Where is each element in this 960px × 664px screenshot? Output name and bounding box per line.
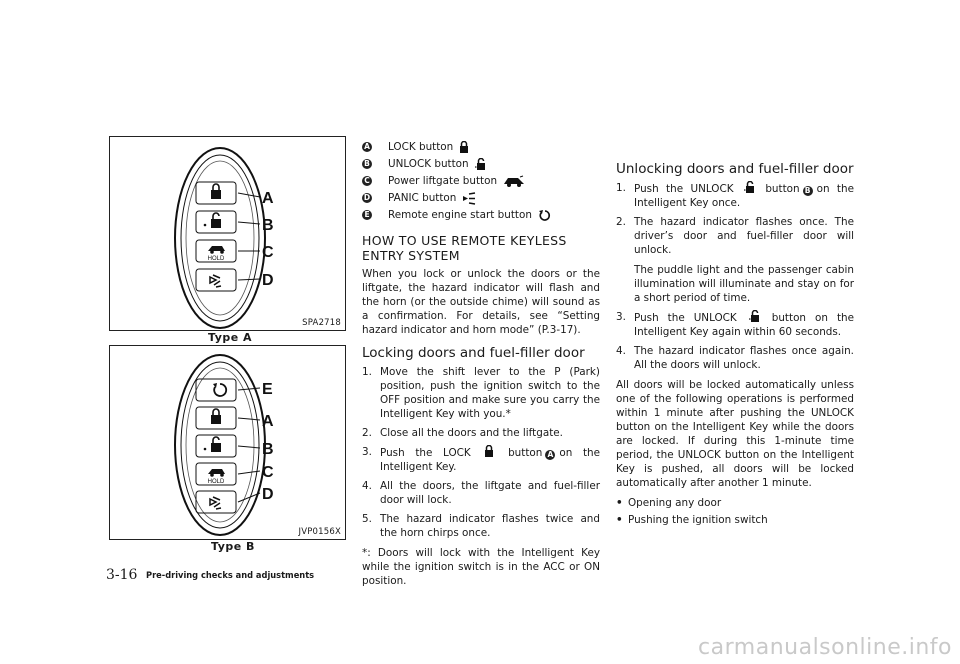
legend-item xyxy=(362,139,600,155)
badge: A xyxy=(362,142,372,152)
middle-column xyxy=(362,139,600,594)
section-title: Pre-driving checks and adjustments xyxy=(146,571,315,581)
unlocking-steps xyxy=(616,181,854,372)
badge: A xyxy=(545,450,555,460)
right-column xyxy=(616,144,854,530)
list-item: 4. The hazard indicator flashes once again. All the doors will unlock. xyxy=(616,345,854,371)
list-item: 3. Push the UNLOCK button on the Intelligent Key again within 60 seconds. xyxy=(616,311,854,338)
list-item: • Opening any door xyxy=(616,497,722,509)
figure-caption-type-b: Type B xyxy=(211,540,255,553)
watermark: carmanualsonline.info xyxy=(698,635,952,660)
page-number: 3-16 xyxy=(106,567,138,583)
section-heading-howto: HOW TO USE REMOTE KEYLESS ENTRY SYSTEM xyxy=(362,233,567,263)
unlock-icon xyxy=(744,181,755,194)
button-legend xyxy=(362,139,600,223)
callout-a: A xyxy=(262,190,274,207)
key-fob-type-b-illustration xyxy=(110,346,345,539)
badge: B xyxy=(803,186,813,196)
badge: C xyxy=(362,176,372,186)
figure-code: SPA2718 xyxy=(302,318,341,328)
panic-horn-icon xyxy=(462,192,476,205)
figure-type-a xyxy=(109,136,346,331)
figure-code: JVP0156X xyxy=(298,527,341,537)
list-item: 3. Push the LOCK button A on the Intelligent Key. xyxy=(362,446,600,473)
figure-caption-type-a: Type A xyxy=(208,331,253,344)
callout-d: D xyxy=(262,272,274,289)
section-heading-unlocking: Unlocking doors and fuel-filler door xyxy=(616,161,854,177)
legend-item xyxy=(362,173,600,189)
callout-b: B xyxy=(262,217,274,234)
legend-item xyxy=(362,156,600,172)
list-item: 4. All the doors, the liftgate and fuel-filler door will lock. xyxy=(362,480,600,506)
callout-a: A xyxy=(262,413,274,430)
remote-start-icon xyxy=(538,209,551,222)
list-item: 1. Push the UNLOCK button B on the Intelligent Key once. xyxy=(616,182,854,209)
list-item: 2. Close all the doors and the liftgate. xyxy=(362,427,563,439)
list-item: • Pushing the ignition switch xyxy=(616,514,768,526)
badge: B xyxy=(362,159,372,169)
hold-label: HOLD xyxy=(207,256,225,262)
legend-item xyxy=(362,190,600,206)
callout-d: D xyxy=(262,486,274,503)
callout-b: B xyxy=(262,441,274,458)
hold-label: HOLD xyxy=(207,479,225,485)
callout-c: C xyxy=(262,244,274,261)
badge: D xyxy=(363,193,371,202)
list-item: 2. The hazard indicator flashes once. The driver’s door and fuel-filler door will unlock. The puddle light and the passenger cabin illumination will illuminate and stay on for a short period of time. xyxy=(616,216,854,304)
legend-label: Remote engine start button xyxy=(388,209,532,221)
unlock-icon xyxy=(749,310,760,323)
legend-label: Power liftgate button xyxy=(388,175,498,187)
liftgate-icon xyxy=(503,175,525,187)
badge: E xyxy=(362,210,372,220)
key-fob-type-a-illustration xyxy=(110,137,345,330)
auto-lock-body: All doors will be locked automatically unless one of the following operations is performed within 1 minute after pushing the UNLOCK button on the Intelligent Key while the doors are locked. If during this 1-minute time period, the UNLOCK button on the Intelligent Key is pushed, all doors will be locked automatically after another 1 minute. xyxy=(616,379,854,489)
callout-e: E xyxy=(262,381,273,398)
auto-lock-bullets xyxy=(616,496,854,527)
legend-label: UNLOCK button xyxy=(388,158,469,170)
callout-c: C xyxy=(262,464,274,481)
lock-icon xyxy=(459,141,469,154)
section-heading-locking: Locking doors and fuel-filler door xyxy=(362,345,585,361)
unlock-icon xyxy=(475,158,486,171)
legend-label: PANIC button xyxy=(388,192,457,204)
legend-label: LOCK button xyxy=(388,141,454,153)
howto-body: When you lock or unlock the doors or the liftgate, the hazard indicator will flash and the horn (or the outside chime) will sound as a confirmation. For details, see “Setting hazard indicator and horn mode” (P.3-17). xyxy=(362,268,600,336)
figure-type-b xyxy=(109,345,346,540)
lock-icon xyxy=(484,445,494,458)
list-item: 1. Move the shift lever to the P (Park) position, push the ignition switch to the OFF position and make sure you carry the Intelligent Key with you.* xyxy=(362,366,600,420)
footnote: *: Doors will lock with the Intelligent Key while the ignition switch is in the ACC or ON position. xyxy=(362,547,600,587)
legend-item xyxy=(362,207,600,223)
list-item: 5. The hazard indicator flashes twice and the horn chirps once. xyxy=(362,513,600,539)
locking-steps xyxy=(362,365,600,540)
